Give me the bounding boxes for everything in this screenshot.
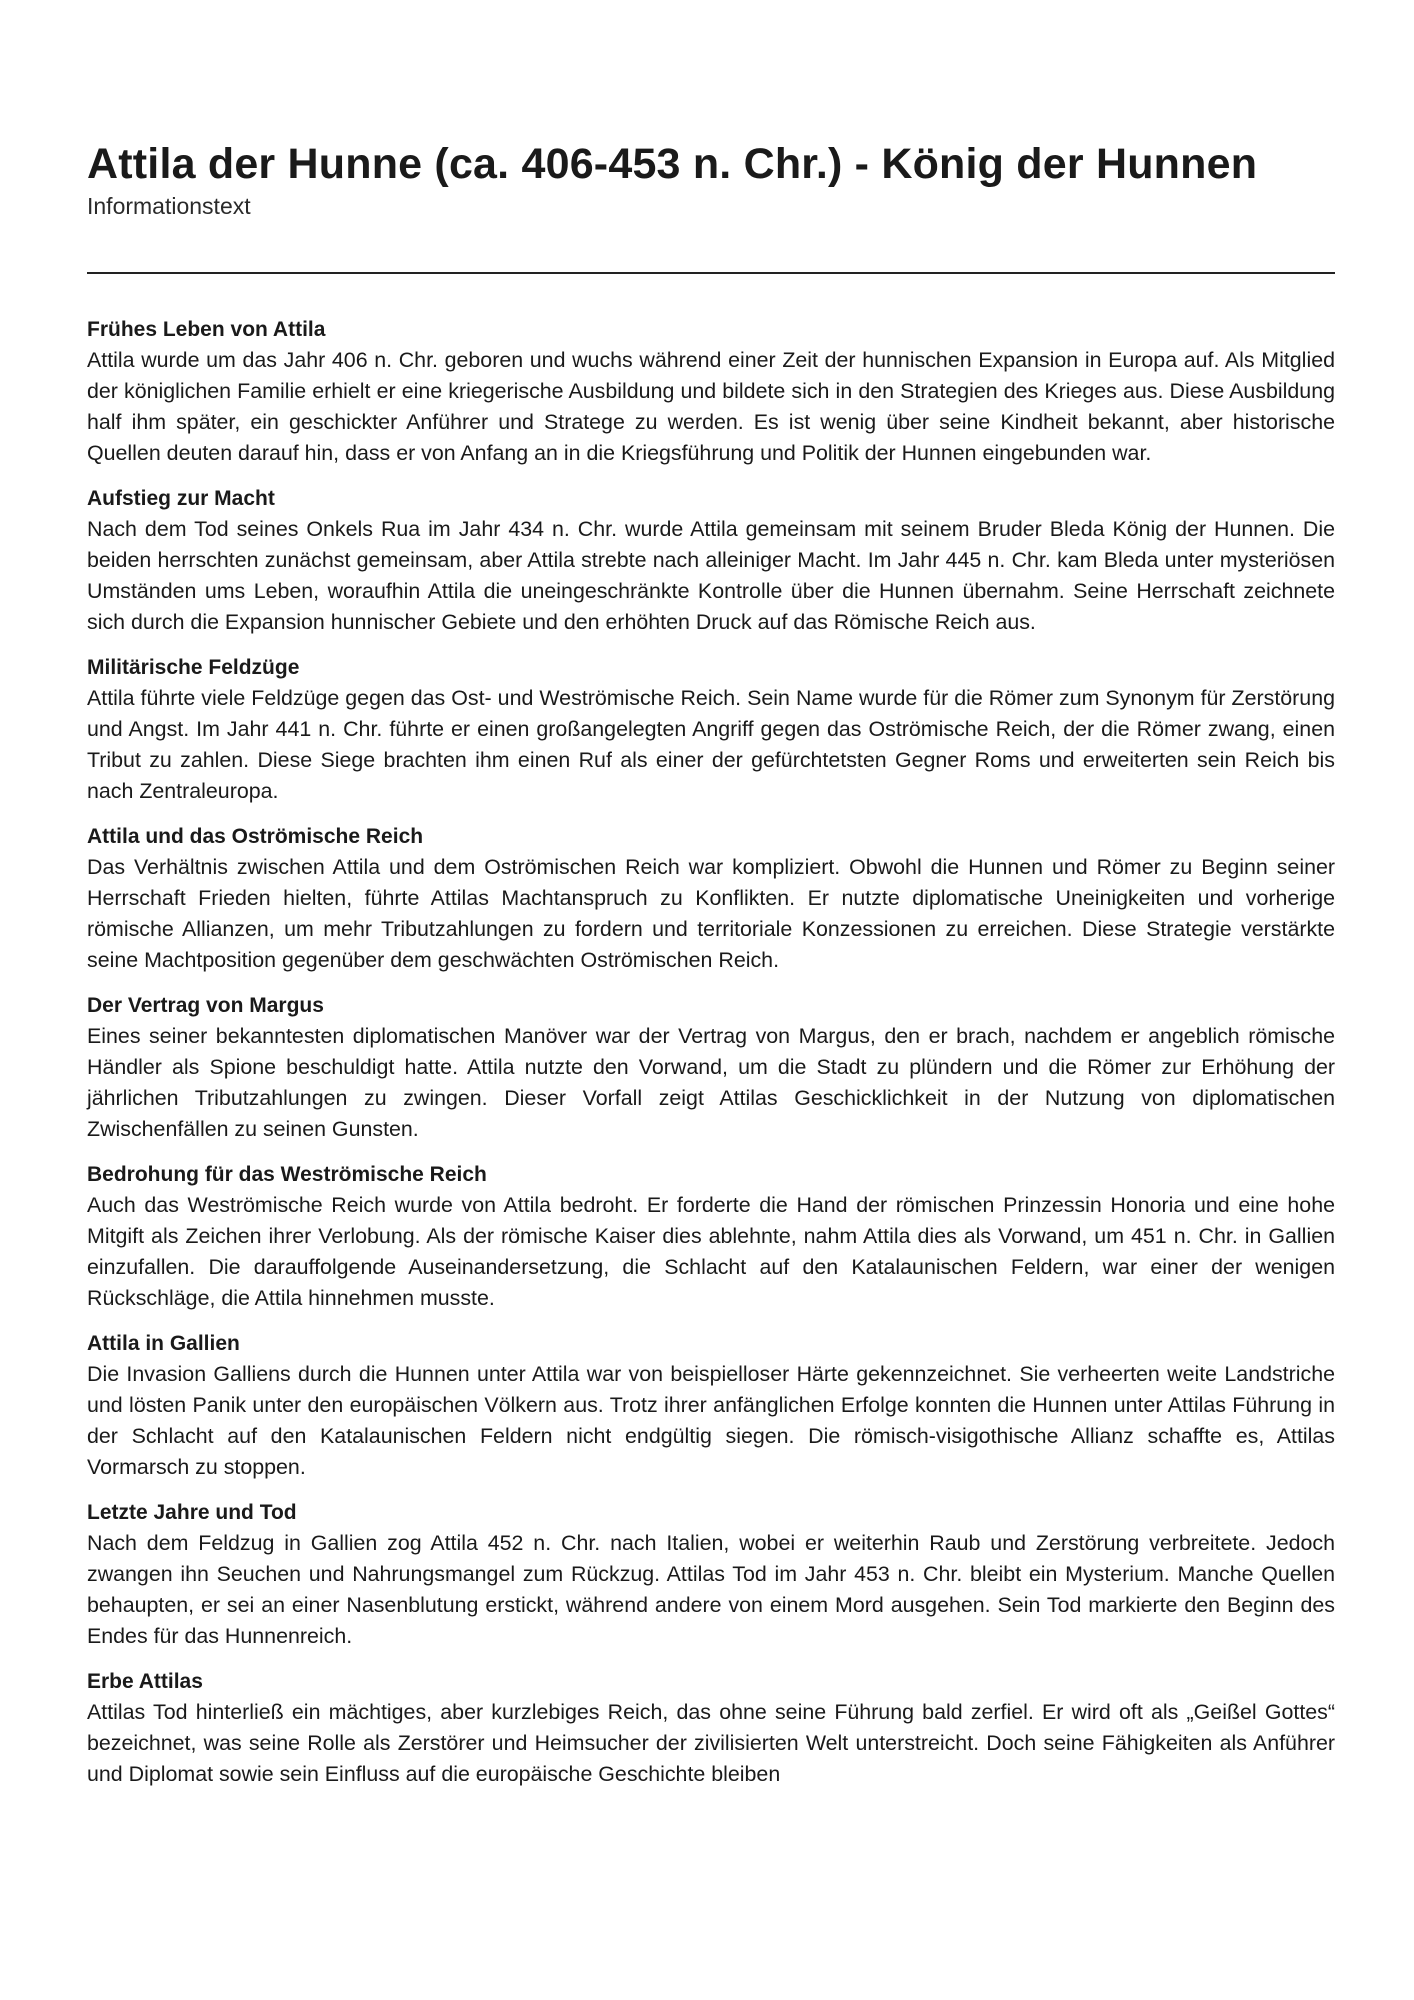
section-heading: Letzte Jahre und Tod [87, 1501, 297, 1524]
section-attila-in-gaul [87, 1328, 1335, 1483]
section-heading: Bedrohung für das Weströmische Reich [87, 1163, 487, 1186]
section-text: Attilas Tod hinterließ ein mächtiges, aber kurzlebiges Reich, das ohne seine Führung bald zerfiel. Er wird oft als „Geißel Gottes“ bezeichnet, was seine Rolle als Zerstörer und Heimsucher der zivilisierten Welt unterstreicht. Doch seine Fähigkeiten als Anführer und Diplomat sowie sein Einfluss auf die europäische Geschichte bleiben [87, 1700, 1335, 1786]
section-early-life [87, 314, 1335, 469]
section-text: Das Verhältnis zwischen Attila und dem Oströmischen Reich war kompliziert. Obwohl die Hunnen und Römer zu Beginn seiner Herrschaft Frieden hielten, führte Attilas Machtanspruch zu Konflikten. Er nutzte diplomatische Uneinigkeiten und vorherige römische Allianzen, um mehr Tributzahlungen zu fordern und territoriale Konzessionen zu erreichen. Diese Strategie verstärkte seine Machtposition gegenüber dem geschwächten Oströmischen Reich. [87, 855, 1335, 972]
section-text: Auch das Weströmische Reich wurde von Attila bedroht. Er forderte die Hand der römischen Prinzessin Honoria und eine hohe Mitgift als Zeichen ihrer Verlobung. Als der römische Kaiser dies ablehnte, nahm Attila dies als Vorwand, um 451 n. Chr. in Gallien einzufallen. Die darauffolgende Auseinandersetzung, die Schlacht auf den Katalaunischen Feldern, war einer der wenigen Rückschläge, die Attila hinnehmen musste. [87, 1193, 1335, 1310]
section-heading: Attila und das Oströmische Reich [87, 825, 424, 848]
section-text: Attila wurde um das Jahr 406 n. Chr. geboren und wuchs während einer Zeit der hunnischen Expansion in Europa auf. Als Mitglied der königlichen Familie erhielt er eine kriegerische Ausbildung und bildete sich in den Strategien des Krieges aus. Diese Ausbildung half ihm später, ein geschickter Anführer und Stratege zu werden. Es ist wenig über seine Kindheit bekannt, aber historische Quellen deuten darauf hin, dass er von Anfang an in die Kriegsführung und Politik der Hunnen eingebunden war. [87, 348, 1335, 465]
section-text: Nach dem Feldzug in Gallien zog Attila 452 n. Chr. nach Italien, wobei er weiterhin Raub und Zerstörung verbreitete. Jedoch zwangen ihn Seuchen und Nahrungsmangel zum Rückzug. Attilas Tod im Jahr 453 n. Chr. bleibt ein Mysterium. Manche Quellen behaupten, er sei an einer Nasenblutung erstickt, während andere von einem Mord ausgehen. Sein Tod markierte den Beginn des Endes für das Hunnenreich. [87, 1531, 1335, 1648]
section-text: Die Invasion Galliens durch die Hunnen unter Attila war von beispielloser Härte gekennzeichnet. Sie verheerten weite Landstriche und lösten Panik unter den europäischen Völkern aus. Trotz ihrer anfänglichen Erfolge konnten die Hunnen unter Attilas Führung in der Schlacht auf den Katalaunischen Feldern nicht endgültig siegen. Die römisch-visigothische Allianz schaffte es, Attilas Vormarsch zu stoppen. [87, 1362, 1335, 1479]
section-rise-to-power [87, 483, 1335, 638]
section-last-years-and-death [87, 1497, 1335, 1652]
section-heading: Erbe Attilas [87, 1670, 203, 1693]
document-body [87, 314, 1335, 1804]
section-text: Nach dem Tod seines Onkels Rua im Jahr 434 n. Chr. wurde Attila gemeinsam mit seinem Bruder Bleda König der Hunnen. Die beiden herrschten zunächst gemeinsam, aber Attila strebte nach alleiniger Macht. Im Jahr 445 n. Chr. kam Bleda unter mysteriösen Umständen ums Leben, woraufhin Attila die uneingeschränkte Kontrolle über die Hunnen übernahm. Seine Herrschaft zeichnete sich durch die Expansion hunnischer Gebiete und den erhöhten Druck auf das Römische Reich aus. [87, 517, 1335, 634]
section-treaty-of-margus [87, 990, 1335, 1145]
section-legacy [87, 1666, 1335, 1790]
section-heading: Militärische Feldzüge [87, 656, 300, 679]
section-heading: Der Vertrag von Margus [87, 994, 324, 1017]
section-military-campaigns [87, 652, 1335, 807]
section-text: Eines seiner bekanntesten diplomatischen Manöver war der Vertrag von Margus, den er brach, nachdem er angeblich römische Händler als Spione beschuldigt hatte. Attila nutzte den Vorwand, um die Stadt zu plündern und die Römer zur Erhöhung der jährlichen Tributzahlungen zu zwingen. Dieser Vorfall zeigt Attilas Geschicklichkeit in der Nutzung von diplomatischen Zwischenfällen zu seinen Gunsten. [87, 1024, 1335, 1141]
section-heading: Aufstieg zur Macht [87, 487, 275, 510]
section-western-empire [87, 1159, 1335, 1314]
document-title: Attila der Hunne (ca. 406-453 n. Chr.) - König der Hunnen [87, 140, 1258, 188]
document-page [87, 0, 1335, 2000]
section-eastern-empire [87, 821, 1335, 976]
title-divider [87, 272, 1335, 274]
section-heading: Frühes Leben von Attila [87, 318, 326, 341]
section-heading: Attila in Gallien [87, 1332, 240, 1355]
document-subtitle: Informationstext [87, 193, 251, 219]
section-text: Attila führte viele Feldzüge gegen das Ost- und Weströmische Reich. Sein Name wurde für die Römer zum Synonym für Zerstörung und Angst. Im Jahr 441 n. Chr. führte er einen großangelegten Angriff gegen das Oströmische Reich, der die Römer zwang, einen Tribut zu zahlen. Diese Siege brachten ihm einen Ruf als einer der gefürchtetsten Gegner Roms und erweiterten sein Reich bis nach Zentraleuropa. [87, 686, 1335, 803]
